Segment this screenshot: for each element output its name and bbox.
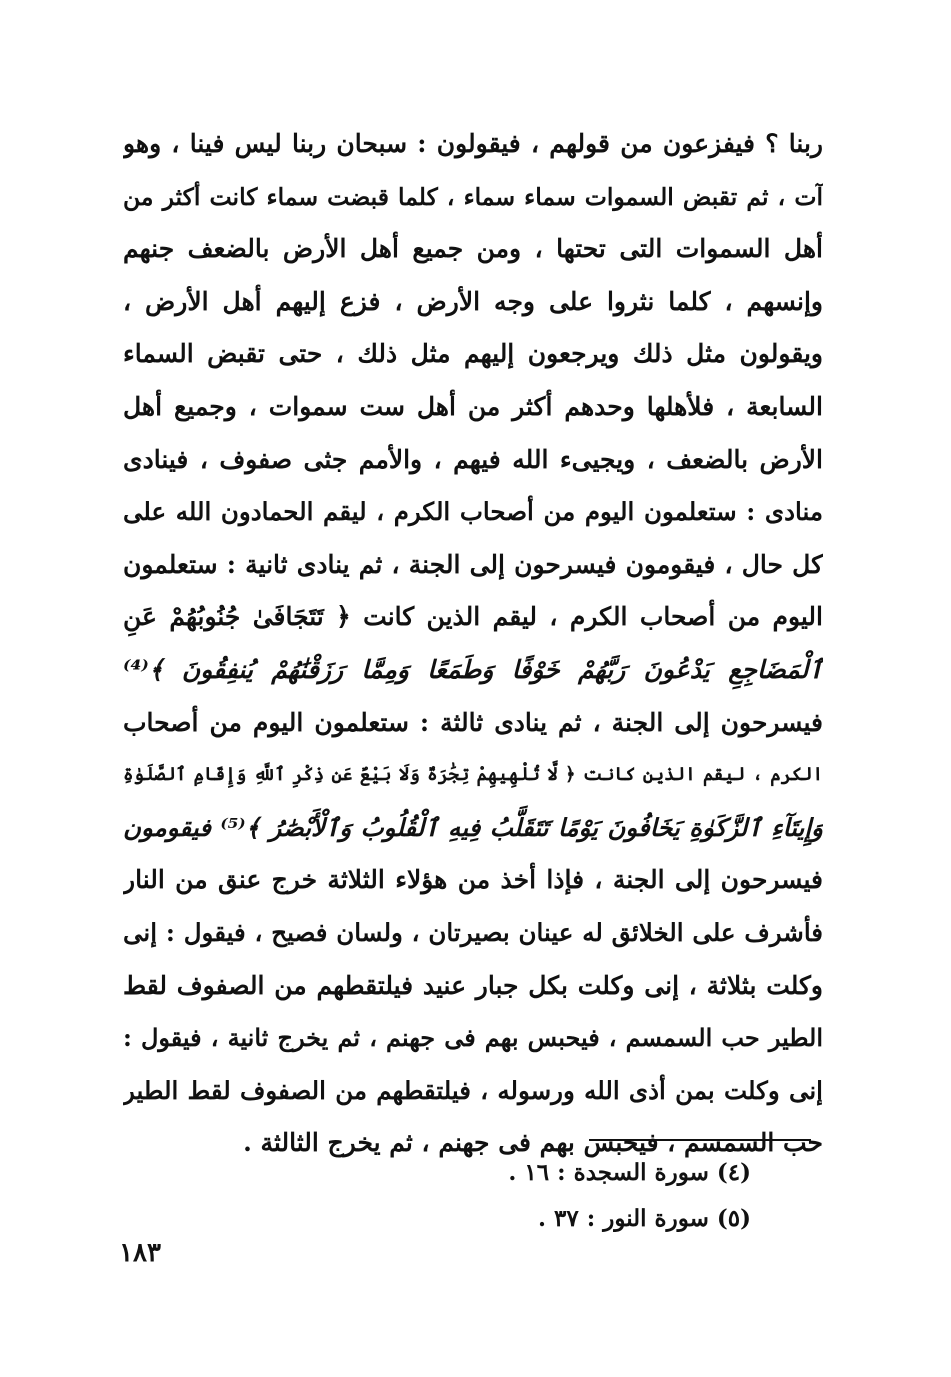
text-line: ويقولون مثل ذلك ويرجعون إليهم مثل ذلك ، حتى تقبض السماء xyxy=(123,339,823,369)
text-line: إنى وكلت بمن أذى الله ورسوله ، فيلتقطهم من الصفوف لقط الطير xyxy=(123,1075,823,1105)
text-line-last: حب السمسم ، فيحبس بهم فى جهنم ، ثم يخرج الثالثة . xyxy=(243,1128,823,1158)
text-line: ربنا ؟ فيفزعون من قولهم ، فيقولون : سبحان ربنا ليس فينا ، وهو xyxy=(123,129,823,158)
quran-verse-line: ٱلْمَضَاجِعِ يَدْعُونَ رَبَّهُمْ خَوْفًا وَطَمَعًا وَمِمَّا رَزَقْنَٰهُمْ يُنفِقُونَ ﴾⁽⁴⁾ xyxy=(123,654,823,684)
text-line: أهل السموات التى تحتها ، ومن جميع أهل الأرض بالضعف جنهم xyxy=(123,234,823,264)
quran-verse-line: وَإِيتَآءِ ٱلزَّكَوٰةِ يَخَافُونَ يَوْمًا تَتَقَلَّبُ فِيهِ ٱلْقُلُوبُ وَٱلْأَبْصَٰرُ ﴾⁽⁵⁾ فيقومون xyxy=(123,812,823,842)
footnote-4: (٤) سورة السجدة : ١٦ . xyxy=(508,1159,751,1186)
footnote-divider xyxy=(589,1139,811,1141)
text-line: كل حال ، فيقومون فيسرحون إلى الجنة ، ثم ينادى ثانية : ستعلمون xyxy=(123,549,823,579)
text-line: وإنسهم ، كلما نثروا على وجه الأرض ، فزع إليهم أهل الأرض ، xyxy=(123,286,823,316)
text-line: آت ، ثم تقبض السموات سماء سماء ، كلما قبضت سماء كانت أكثر من xyxy=(123,182,823,211)
text-line: الأرض بالضعف ، ويجيىء الله فيهم ، والأمم جثى صفوف ، فينادى xyxy=(123,444,823,474)
text-line: السابعة ، فلأهلها وحدهم أكثر من أهل ست سموات ، وجميع أهل xyxy=(123,391,823,421)
text-line: فيسرحون إلى الجنة ، ثم ينادى ثالثة : ستعلمون اليوم من أصحاب xyxy=(123,707,823,737)
footnote-5: (٥) سورة النور : ٣٧ . xyxy=(537,1205,751,1232)
text-line: فأشرف على الخلائق له عينان بصيرتان ، ولسان فصيح ، فيقول : إنى xyxy=(123,917,823,947)
text-line: منادى : ستعلمون اليوم من أصحاب الكرم ، ليقم الحمادون الله على xyxy=(123,497,823,527)
text-line: فيسرحون إلى الجنة ، فإذا أخذ من هؤلاء الثلاثة خرج عنق من النار xyxy=(123,865,823,895)
footnotes xyxy=(351,1150,751,1242)
page-number: ١٨٣ xyxy=(119,1238,161,1268)
text-line: الكرم ، ليقم الذين كانت ﴿ لَّا تُلْهِيهِمْ تِجَٰرَةٌ وَلَا بَيْعٌ عَن ذِكْرِ ٱللَّهِ وَإِقَامِ ٱلصَّلَوٰةِ xyxy=(123,764,823,786)
main-text-block xyxy=(123,118,823,1170)
text-line: الطير حب السمسم ، فيحبس بهم فى جهنم ، ثم يخرج ثانية ، فيقول : xyxy=(123,1023,823,1053)
text-line: وكلت بثلاثة ، إنى وكلت بكل جبار عنيد فيلتقطهم من الصفوف لقط xyxy=(123,970,823,1000)
text-line: اليوم من أصحاب الكرم ، ليقم الذين كانت ﴿ تَتَجَافَىٰ جُنُوبُهُمْ عَنِ xyxy=(123,602,823,632)
